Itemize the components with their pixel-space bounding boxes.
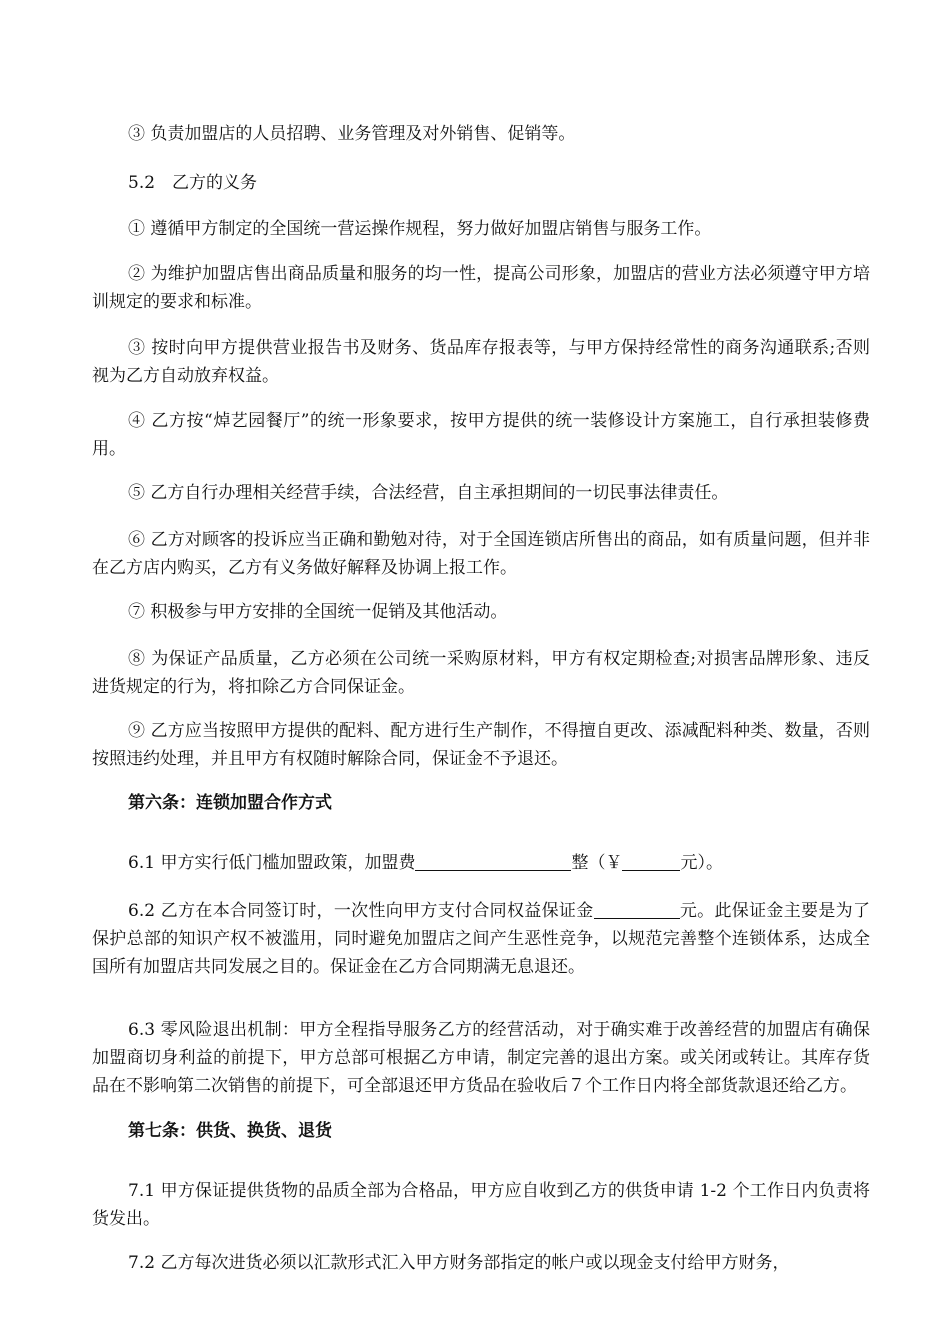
paragraph: 7.1 甲方保证提供货物的品质全部为合格品，甲方应自收到乙方的供货申请 1-2 个工作日内负责将货发出。 — [92, 1181, 870, 1229]
text-run: 6.2 乙方在本合同签订时，一次性向甲方支付合同权益保证金 — [128, 901, 594, 921]
paragraph: ④ 乙方按“焯艺园餐厅”的统一形象要求，按甲方提供的统一装修设计方案施工，自行承担装修费用。 — [92, 411, 870, 459]
paragraph: ⑦ 积极参与甲方安排的全国统一促销及其他活动。 — [128, 602, 508, 622]
text-run: 6.1 甲方实行低门槛加盟政策，加盟费 — [128, 853, 416, 873]
text-run: 整（￥ — [571, 853, 623, 873]
paragraph: ① 遵循甲方制定的全国统一营运操作规程，努力做好加盟店销售与服务工作。 — [128, 219, 712, 239]
paragraph: 7.2 乙方每次进货必须以汇款形式汇入甲方财务部指定的帐户或以现金支付给甲方财务， — [128, 1253, 790, 1273]
fill-blank — [415, 852, 571, 871]
article-heading: 第七条：供货、换货、退货 — [128, 1121, 332, 1141]
paragraph: 6.3 零风险退出机制：甲方全程指导服务乙方的经营活动，对于确实难于改善经营的加盟店有确保加盟商切身利益的前提下，甲方总部可根据乙方申请，制定完善的退出方案。或关闭或转让。其库存货品在不影响第二次销售的前提下，可全部退还甲方货品在验收后７个工作日内将全部货款退还给乙方。 — [92, 1020, 870, 1096]
paragraph: ⑨ 乙方应当按照甲方提供的配料、配方进行生产制作，不得擅自更改、添减配料种类、数量，否则按照违约处理，并且甲方有权随时解除合同，保证金不予退还。 — [92, 721, 870, 769]
text-run: 元。此保证金主要是为了保护总部的知识产权不被滥用，同时避免加盟店之间产生恶性竞争，以规范完善整个连锁体系，达成全国所有加盟店共同发展之目的。保证金在乙方合同期满无息退还。 — [92, 901, 870, 977]
paragraph — [92, 849, 870, 877]
fill-blank — [594, 900, 680, 919]
paragraph: ② 为维护加盟店售出商品质量和服务的均一性，提高公司形象，加盟店的营业方法必须遵守甲方培训规定的要求和标准。 — [92, 264, 870, 312]
paragraph — [92, 897, 870, 981]
paragraph: ⑧ 为保证产品质量，乙方必须在公司统一采购原材料，甲方有权定期检查;对损害品牌形象、违反进货规定的行为，将扣除乙方合同保证金。 — [92, 649, 870, 697]
section-heading: 5.2 乙方的义务 — [128, 173, 258, 193]
article-heading: 第六条：连锁加盟合作方式 — [128, 793, 332, 813]
paragraph: ⑥ 乙方对顾客的投诉应当正确和勤勉对待，对于全国连锁店所售出的商品，如有质量问题，但并非在乙方店内购买，乙方有义务做好解释及协调上报工作。 — [92, 530, 870, 578]
paragraph: ③ 负责加盟店的人员招聘、业务管理及对外销售、促销等。 — [128, 124, 576, 144]
text-run: 元）。 — [680, 853, 723, 873]
paragraph: ③ 按时向甲方提供营业报告书及财务、货品库存报表等，与甲方保持经常性的商务沟通联系;否则视为乙方自动放弃权益。 — [92, 338, 870, 386]
paragraph: ⑤ 乙方自行办理相关经营手续，合法经营，自主承担期间的一切民事法律责任。 — [128, 483, 729, 503]
fill-blank — [622, 852, 680, 871]
